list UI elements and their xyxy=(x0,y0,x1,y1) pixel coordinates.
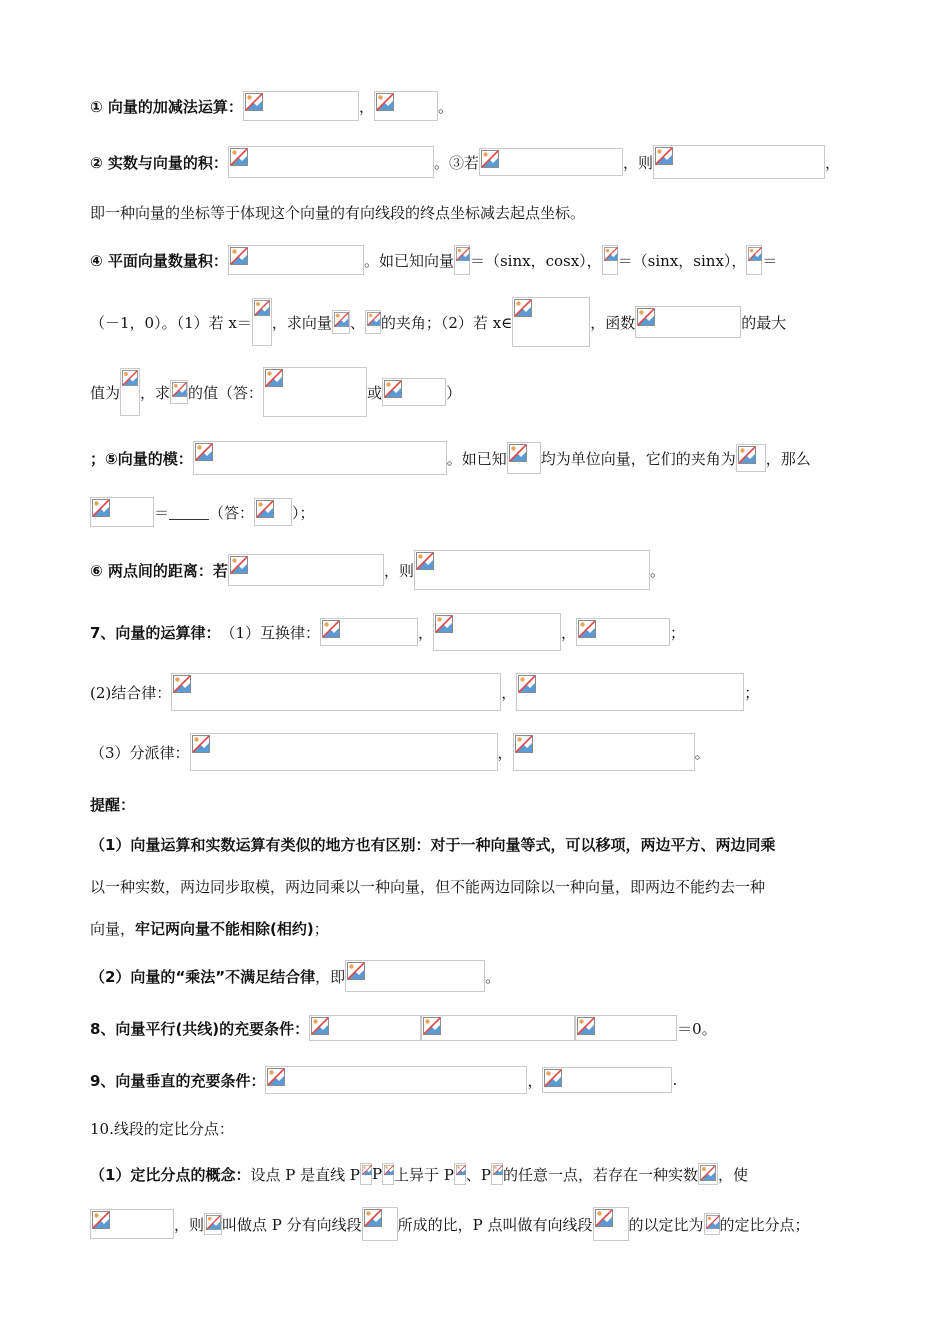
formula-image xyxy=(433,613,561,651)
line-vector-add-sub xyxy=(90,84,860,128)
formula-image xyxy=(243,91,359,121)
text-fragment: ，求向量 xyxy=(271,313,332,332)
formula-image xyxy=(593,1207,629,1241)
formula-image xyxy=(653,145,825,179)
text-fragment: 或 xyxy=(367,383,383,402)
period: 。 xyxy=(485,967,501,986)
text-fragment: ＝0。 xyxy=(677,1019,717,1038)
formula-image xyxy=(382,378,446,406)
broken-image-icon xyxy=(604,247,618,261)
line-associative xyxy=(90,670,860,714)
formula-image xyxy=(374,91,438,121)
line-section-ratio xyxy=(90,1202,860,1246)
formula-image xyxy=(252,298,272,346)
tip-line-1: （1）向量运算和实数运算有类似的地方也有区别：对于一种向量等式，可以移项，两边平方、两边同乘 xyxy=(90,836,776,854)
text-fragment: ，求 xyxy=(140,383,171,402)
text-fragment: 所成的比，P 点叫做有向线段 xyxy=(397,1215,593,1234)
formula-image xyxy=(120,368,140,416)
formula-image xyxy=(704,1213,720,1235)
heading-perpendicular: 9、向量垂直的充要条件： xyxy=(90,1071,266,1090)
broken-image-icon xyxy=(364,1209,382,1227)
text-fragment: 的夹角；（2）若 x∈ xyxy=(380,313,513,332)
broken-image-icon xyxy=(230,148,248,166)
separator: ， xyxy=(497,743,513,762)
formula-image xyxy=(320,618,418,646)
formula-image xyxy=(454,245,470,275)
broken-image-icon xyxy=(230,247,248,265)
formula-image xyxy=(263,367,367,417)
broken-image-icon xyxy=(367,312,381,326)
formula-image xyxy=(602,245,618,275)
broken-image-icon xyxy=(493,1165,503,1175)
broken-image-icon xyxy=(265,369,283,387)
broken-image-icon xyxy=(192,735,210,753)
broken-image-icon xyxy=(637,308,655,326)
formula-image xyxy=(542,1067,672,1093)
formula-image xyxy=(345,960,485,992)
formula-image xyxy=(365,310,381,334)
broken-image-icon xyxy=(256,500,274,518)
formula-image xyxy=(736,444,766,472)
line-section-point xyxy=(90,1106,860,1150)
text-fragment: （答： xyxy=(209,503,255,522)
broken-image-icon xyxy=(206,1215,221,1230)
broken-image-icon xyxy=(347,962,365,980)
period: 。 xyxy=(649,561,665,580)
broken-image-icon xyxy=(748,247,762,261)
formula-image xyxy=(491,1163,503,1185)
text-fragment: 的以定比为 xyxy=(628,1215,704,1234)
text-fragment: 叫做点 P 分有向线段 xyxy=(222,1215,362,1234)
broken-image-icon xyxy=(311,1017,329,1035)
formula-image xyxy=(193,441,447,475)
text-fragment: ＝（sinx，cosx）， xyxy=(469,251,602,270)
broken-image-icon xyxy=(514,299,532,317)
formula-image xyxy=(228,554,384,586)
paragraph-text: 即一种向量的坐标等于体现这个向量的有向线段的终点坐标减去起点坐标。 xyxy=(90,203,586,222)
line-coordinate-note xyxy=(90,190,860,234)
text-fragment: 均为单位向量，它们的夹角为 xyxy=(540,449,736,468)
text-fragment: 的值（答： xyxy=(188,383,264,402)
formula-image xyxy=(170,380,188,404)
formula-image xyxy=(635,306,741,338)
text-fragment: ） xyxy=(446,383,462,402)
broken-image-icon xyxy=(700,1165,716,1181)
formula-image xyxy=(479,148,623,176)
formula-image xyxy=(171,673,501,711)
separator: ， xyxy=(358,97,374,116)
broken-image-icon xyxy=(172,382,187,397)
broken-image-icon xyxy=(92,499,110,517)
heading-dot-product: ④ 平面向量数量积： xyxy=(90,251,228,270)
formula-image xyxy=(513,733,695,771)
heading-definition: （1）定比分点的概念： xyxy=(90,1165,251,1184)
broken-image-icon xyxy=(509,444,527,462)
line-distributive xyxy=(90,730,860,774)
line-scalar-product xyxy=(90,140,860,184)
broken-image-icon xyxy=(384,380,402,398)
broken-image-icon xyxy=(738,446,756,464)
text-fragment: 。如已知 xyxy=(446,449,507,468)
formula-image xyxy=(746,245,762,275)
text-fragment: ，那么 xyxy=(765,449,811,468)
formula-image xyxy=(698,1163,718,1185)
text-fragment: ， xyxy=(824,153,840,172)
separator: ， xyxy=(561,623,577,642)
line-magnitude xyxy=(90,436,860,480)
period: . xyxy=(672,1071,678,1089)
text-fragment: ＝ xyxy=(154,503,170,522)
broken-image-icon xyxy=(706,1215,720,1229)
formula-image xyxy=(576,618,670,646)
broken-image-icon xyxy=(515,735,533,753)
text-fragment: ＝（sinx，sinx）， xyxy=(617,251,747,270)
text-fragment: ）； xyxy=(292,503,315,522)
broken-image-icon xyxy=(92,1211,110,1229)
line-max-value xyxy=(90,366,860,418)
tip-line-2: 以一种实数，两边同步取模，两边同乘以一种向量，但不能两边同除以一种向量，即两边不能约去一种 xyxy=(90,878,766,896)
tip-line-4b: ，即 xyxy=(315,967,346,986)
formula-image xyxy=(360,1163,372,1185)
broken-image-icon xyxy=(456,1165,466,1175)
line-magnitude-example xyxy=(90,490,860,534)
text-fragment: ＝ xyxy=(762,251,778,270)
broken-image-icon xyxy=(122,370,138,386)
broken-image-icon xyxy=(384,1165,394,1175)
formula-image xyxy=(507,442,541,474)
period: 。 xyxy=(694,743,710,762)
text-fragment: ，使 xyxy=(718,1165,749,1184)
text-fragment: 、 xyxy=(349,313,365,332)
text-fragment: 的定比分点； xyxy=(719,1215,810,1234)
text-fragment: 。③若 xyxy=(433,153,479,172)
broken-image-icon xyxy=(416,552,434,570)
tip-line-3a: 向量， xyxy=(90,920,136,938)
line-distance xyxy=(90,548,860,592)
heading-add-sub: ① 向量的加减法运算： xyxy=(90,97,243,116)
tip-heading-line xyxy=(90,782,860,826)
line-dot-product xyxy=(90,238,860,282)
formula-image xyxy=(516,673,744,711)
formula-image xyxy=(362,1207,398,1241)
formula-image xyxy=(228,146,434,178)
tip-associative-line xyxy=(90,954,860,998)
period: 。 xyxy=(437,97,453,116)
text-fragment: 、P xyxy=(465,1165,492,1184)
text-fragment: (2)结合律： xyxy=(90,683,172,702)
text-fragment: （1）互换律： xyxy=(220,623,320,642)
broken-image-icon xyxy=(195,443,213,461)
separator: ， xyxy=(527,1071,543,1090)
broken-image-icon xyxy=(518,675,536,693)
broken-image-icon xyxy=(173,675,191,693)
separator: ， xyxy=(418,623,434,642)
formula-image xyxy=(265,1066,527,1094)
broken-image-icon xyxy=(544,1069,562,1087)
broken-image-icon xyxy=(655,147,673,165)
tip-title: 提醒： xyxy=(90,795,136,814)
text-fragment: 的任意一点，若存在一种实数 xyxy=(503,1165,699,1184)
heading-scalar: ② 实数与向量的积： xyxy=(90,153,228,172)
separator: ， xyxy=(501,683,517,702)
formula-image xyxy=(512,297,590,347)
broken-image-icon xyxy=(254,300,270,316)
broken-image-icon xyxy=(577,1017,595,1035)
line-operation-laws xyxy=(90,610,860,654)
broken-image-icon xyxy=(481,150,499,168)
formula-image xyxy=(575,1015,677,1041)
text-fragment: ，则 xyxy=(174,1215,205,1234)
broken-image-icon xyxy=(595,1209,613,1227)
text-fragment: ； xyxy=(670,623,686,642)
tip-line-3c: ； xyxy=(313,920,329,938)
formula-image xyxy=(414,550,650,590)
text-fragment: （3）分派律： xyxy=(90,743,190,762)
broken-image-icon xyxy=(376,93,394,111)
text-fragment: 。如已知向量 xyxy=(363,251,454,270)
formula-image xyxy=(228,245,364,275)
text-fragment: 设点 P 是直线 P xyxy=(250,1165,360,1184)
text-fragment: ； xyxy=(744,683,760,702)
tip-line-3b: 牢记两向量不能相除(相约) xyxy=(135,920,314,938)
text-fragment: 值为 xyxy=(90,383,121,402)
heading-section-point: 10.线段的定比分点： xyxy=(90,1119,234,1138)
line-parallel-condition xyxy=(90,1006,860,1050)
heading-laws: 7、向量的运算律： xyxy=(90,623,221,642)
heading-distance: ⑥ 两点间的距离：若 xyxy=(90,561,228,580)
broken-image-icon xyxy=(423,1017,441,1035)
text-fragment: ，则 xyxy=(383,561,414,580)
broken-image-icon xyxy=(435,615,453,633)
heading-parallel: 8、向量平行(共线)的充要条件： xyxy=(90,1019,310,1038)
line-example-angle xyxy=(90,296,860,348)
broken-image-icon xyxy=(334,312,349,327)
text-fragment: ，则 xyxy=(622,153,653,172)
answer-blank xyxy=(169,505,209,520)
text-fragment: ，函数 xyxy=(590,313,636,332)
broken-image-icon xyxy=(230,556,248,574)
broken-image-icon xyxy=(267,1068,285,1086)
broken-image-icon xyxy=(245,93,263,111)
broken-image-icon xyxy=(322,620,340,638)
formula-image xyxy=(421,1015,575,1041)
formula-image xyxy=(332,310,350,334)
formula-image xyxy=(254,498,292,526)
formula-image xyxy=(90,1209,174,1239)
text-fragment: （－1，0）。（1）若 x＝ xyxy=(90,313,252,332)
broken-image-icon xyxy=(578,620,596,638)
formula-image xyxy=(309,1015,421,1041)
formula-image xyxy=(382,1163,394,1185)
line-perpendicular-condition xyxy=(90,1058,860,1102)
tip-paragraph xyxy=(90,824,860,950)
formula-image xyxy=(204,1213,222,1235)
broken-image-icon xyxy=(362,1165,372,1175)
line-section-definition: （1）定比分点的概念： 设点 P 是直线 P P 上异于 P 、P 的任意一点，若存在一种实数 ，使 xyxy=(90,1165,749,1184)
tip-line-4a: （2）向量的“乘法”不满足结合律 xyxy=(90,967,316,986)
text-fragment: 上异于 P xyxy=(394,1165,454,1184)
formula-image xyxy=(454,1163,466,1185)
heading-magnitude: ；⑤向量的模： xyxy=(90,449,193,468)
formula-image xyxy=(90,497,154,527)
broken-image-icon xyxy=(456,247,470,261)
text-fragment: 的最大 xyxy=(741,313,787,332)
formula-image xyxy=(190,733,498,771)
